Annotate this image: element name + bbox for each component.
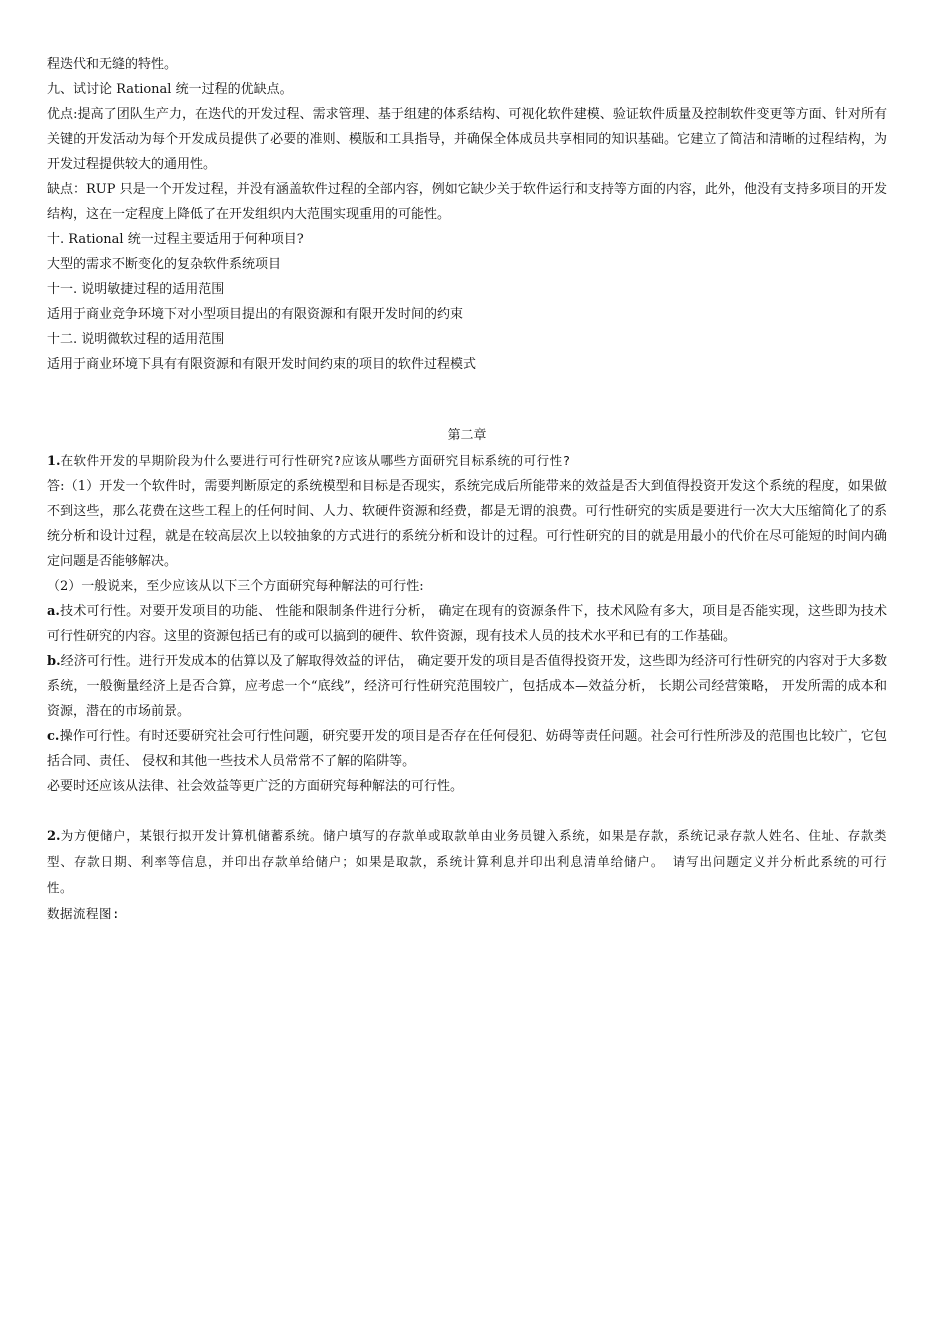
item-label: a. <box>47 604 60 619</box>
item-text: 经济可行性。进行开发成本的估算以及了解取得效益的评估， 确定要开发的项目是否值得投资开发，这些即为经济可行性研究的内容对于大多数系统，一般衡量经济上是否合算，应考虑一个“底线”，经济可行性研究范围较广，包括成本—效益分析， 长期公司经营策略， 开发所需的成本和资源，潜在的市场前景。 <box>47 654 887 719</box>
answer-line: 大型的需求不断变化的复杂软件系统项目 <box>47 257 282 272</box>
spacer <box>47 799 887 823</box>
item-text: 技术可行性。对要开发项目的功能、 性能和限制条件进行分析， 确定在现有的资源条件下，技术风险有多大，项目是否能实现，这些即为技术可行性研究的内容。这里的资源包括已有的或可以搞到的硬件、软件资源，现有技术人员的技术水平和已有的工作基础。 <box>47 604 887 644</box>
answer-line: 适用于商业环境下具有有限资源和有限开发时间约束的项目的软件过程模式 <box>47 357 477 372</box>
question-heading: 十二. 说明微软过程的适用范围 <box>47 332 225 347</box>
question-2 <box>47 823 887 901</box>
chapter-title: 第二章 <box>447 428 487 443</box>
item-economic <box>47 649 887 724</box>
spacer <box>47 377 887 423</box>
dfd-label: 数据流程图: <box>47 906 121 921</box>
text-line: 程迭代和无缝的特性。 <box>47 57 178 72</box>
paragraph-advantages: 优点:提高了团队生产力，在迭代的开发过程、需求管理、基于组建的体系结构、可视化软件建模、验证软件质量及控制软件变更等方面、针对所有关键的开发活动为每个开发成员提供了必要的准则、模版和工具指导，并确保全体成员共享相同的知识基础。它建立了简洁和清晰的过程结构，为开发过程提供较大的通用性。 <box>47 107 887 172</box>
answer-line: 适用于商业竞争环境下对小型项目提出的有限资源和有限开发时间的约束 <box>47 307 464 322</box>
paragraph-disadvantages: 缺点：RUP 只是一个开发过程，并没有涵盖软件过程的全部内容，例如它缺少关于软件运行和支持等方面的内容，此外，他没有支持多项目的开发结构，这在一定程度上降低了在开发组织内大范围实现重用的可能性。 <box>47 182 887 222</box>
question-heading: 十. Rational 统一过程主要适用于何种项目? <box>47 232 304 247</box>
closing-line: 必要时还应该从法律、社会效益等更广泛的方面研究每种解法的可行性。 <box>47 779 464 794</box>
item-technical <box>47 599 887 649</box>
item-label: b. <box>47 654 61 669</box>
question-1 <box>47 448 887 474</box>
question-heading: 九、试讨论 Rational 统一过程的优缺点。 <box>47 82 293 97</box>
answer-paragraph: 答:（1）开发一个软件时，需要判断原定的系统模型和目标是否现实，系统完成后所能带来的效益是否大到值得投资开发这个系统的程度，如果做不到这些，那么花费在这些工程上的任何时间、人力、软硬件资源和经费，都是无谓的浪费。可行性研究的实质是要进行一次大大压缩简化了的系统分析和设计过程，就是在较高层次上以较抽象的方式进行的系统分析和设计的过程。可行性研究的目的就是用最小的代价在尽可能短的时间内确定问题是否能够解决。 <box>47 479 887 569</box>
document-page <box>47 52 887 926</box>
answer-paragraph: （2）一般说来，至少应该从以下三个方面研究每种解法的可行性: <box>47 579 424 594</box>
question-text: 为方便储户，某银行拟开发计算机储蓄系统。储户填写的存款单或取款单由业务员键入系统，如果是存款，系统记录存款人姓名、住址、存款类型、存款日期、利率等信息，并印出存款单给储户；如果是取款，系统计算利息并印出利息清单给储户。 请写出问题定义并分析此系统的可行性。 <box>47 828 887 895</box>
item-text: 操作可行性。有时还要研究社会可行性问题，研究要开发的项目是否存在任何侵犯、妨碍等责任问题。社会可行性所涉及的范围也比较广，它包括合同、责任、 侵权和其他一些技术人员常常不了解的陷阱等。 <box>47 729 887 769</box>
question-number: 1. <box>47 454 61 469</box>
item-operational <box>47 724 887 774</box>
item-label: c. <box>47 729 60 744</box>
question-text: 在软件开发的早期阶段为什么要进行可行性研究?应该从哪些方面研究目标系统的可行性? <box>60 453 571 468</box>
question-number: 2. <box>47 829 61 844</box>
question-heading: 十一. 说明敏捷过程的适用范围 <box>47 282 225 297</box>
